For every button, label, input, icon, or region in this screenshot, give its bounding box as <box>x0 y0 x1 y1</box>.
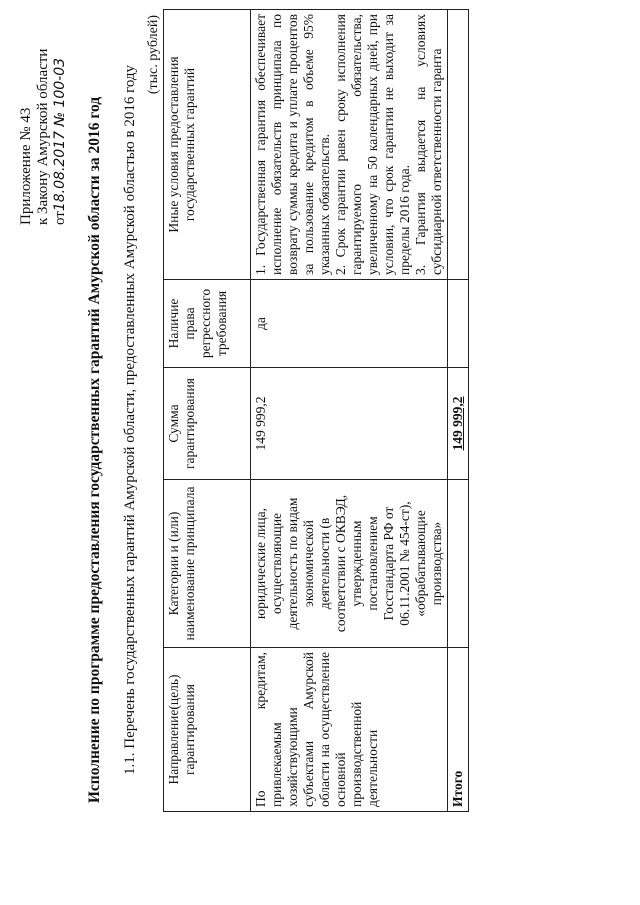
header-amount: Сумма гарантирования <box>164 368 251 480</box>
guarantees-table <box>163 9 469 812</box>
table-row <box>251 10 448 812</box>
table-header-row <box>164 10 251 812</box>
total-amount <box>448 368 469 480</box>
total-empty-cell <box>448 10 469 280</box>
total-label: Итого <box>448 648 469 812</box>
condition-item: 1. Государственная гарантия обеспечивает исполнение обязательств принципала по возврату суммы кредита и уплате процентов за пользование кредитом в объеме 95% указанных обязательств. <box>253 14 332 275</box>
cell-amount: 149 999,2 <box>251 368 448 480</box>
section-subtitle: 1.1. Перечень государственных гарантий Амурской области, предоставленных Амурской областью в 2016 году <box>122 64 138 775</box>
header-regress: Наличие права регрессного требования <box>164 280 251 368</box>
annex-date-handwritten: 18.08.2017 № 100-03 <box>52 57 68 212</box>
cell-regress: да <box>251 280 448 368</box>
units-label: (тыс. рублей) <box>146 15 161 95</box>
condition-item: 3. Гарантия выдается на условиях субсидиарной ответственности гаранта <box>413 14 444 275</box>
document-title: Исполнение по программе предоставления государственных гарантий Амурской области за 2016 год <box>86 96 103 804</box>
cell-principal: юридические лица, осуществляющие деятельность по видам экономической деятельности (в соответствии с ОКВЭД, утвержденным постановлением Госстандарта РФ от 06.11.2001 № 454-ст), «обрабатывающие производства» <box>251 480 448 648</box>
annex-date <box>52 0 69 225</box>
total-empty-cell <box>448 480 469 648</box>
total-empty-cell <box>448 280 469 368</box>
annex-number: Приложение № 43 <box>18 107 34 225</box>
cell-purpose: По кредитам, привлекаемым хозяйствующими субъектами Амурской области на осуществление основной производственной деятельности <box>251 648 448 812</box>
annex-law: к Закону Амурской области <box>35 48 51 225</box>
header-conditions: Иные условия предоставления государственных гарантий <box>164 10 251 280</box>
condition-item: 2. Срок гарантии равен сроку исполнения гарантируемого обязательства, увеличенному на 50 календарных дней, при условии, что срок гарантии не выходит за пределы 2016 года. <box>333 14 412 275</box>
annex-header <box>18 0 69 225</box>
total-amount-value: 149 999,2 <box>450 396 465 451</box>
table-total-row <box>448 10 469 812</box>
header-principal: Категории и (или) наименование принципала <box>164 480 251 648</box>
annex-date-prefix: от <box>52 211 68 225</box>
header-purpose: Направление(цель) гарантирования <box>164 648 251 812</box>
cell-conditions <box>251 10 448 280</box>
